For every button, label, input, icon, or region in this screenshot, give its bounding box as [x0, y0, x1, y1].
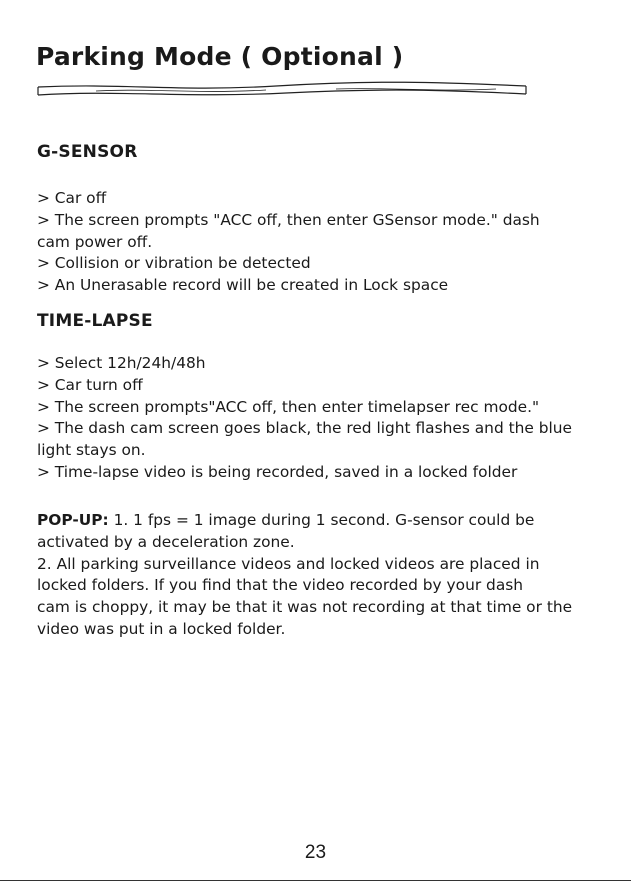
popup-line: 2. All parking surveillance videos and locked videos are placed in: [37, 554, 540, 573]
timelapse-line: > Car turn off: [37, 375, 143, 394]
decorative-title-underline: [36, 80, 528, 102]
gsensor-text: [37, 188, 609, 297]
popup-line: activated by a deceleration zone.: [37, 532, 295, 551]
gsensor-line: > Car off: [37, 189, 107, 207]
popup-label: POP-UP:: [37, 511, 109, 529]
timelapse-line: > Time-lapse video is being recorded, saved in a locked folder: [37, 462, 518, 481]
popup-line: cam is choppy, it may be that it was not recording at that time or the: [37, 598, 573, 617]
popup-line: locked folders. If you find that the video recorded by your dash: [37, 576, 524, 595]
timelapse-line: > Select 12h/24h/48h: [37, 354, 206, 372]
timelapse-text: [37, 353, 609, 484]
popup-text: [37, 510, 609, 641]
page-number: 23: [304, 842, 327, 863]
popup-first-line: [37, 510, 609, 532]
gsensor-heading: G-SENSOR: [37, 142, 138, 162]
gsensor-line: cam power off.: [37, 232, 153, 251]
gsensor-line: > An Unerasable record will be created in Lock space: [37, 276, 449, 295]
bottom-divider: [0, 880, 631, 881]
gsensor-line: > The screen prompts "ACC off, then enter GSensor mode." dash: [37, 210, 540, 229]
timelapse-line: > The dash cam screen goes black, the red light flashes and the blue: [37, 419, 573, 438]
timelapse-line: > The screen prompts"ACC off, then enter timelapser rec mode.": [37, 397, 540, 416]
popup-line: video was put in a locked folder.: [37, 619, 286, 638]
gsensor-line: > Collision or vibration be detected: [37, 254, 311, 273]
timelapse-heading: TIME-LAPSE: [37, 311, 153, 331]
timelapse-line: light stays on.: [37, 441, 146, 460]
popup-first-line-text: 1. 1 fps = 1 image during 1 second. G-sensor could be: [108, 511, 535, 529]
page-title: Parking Mode ( Optional ): [36, 42, 404, 71]
